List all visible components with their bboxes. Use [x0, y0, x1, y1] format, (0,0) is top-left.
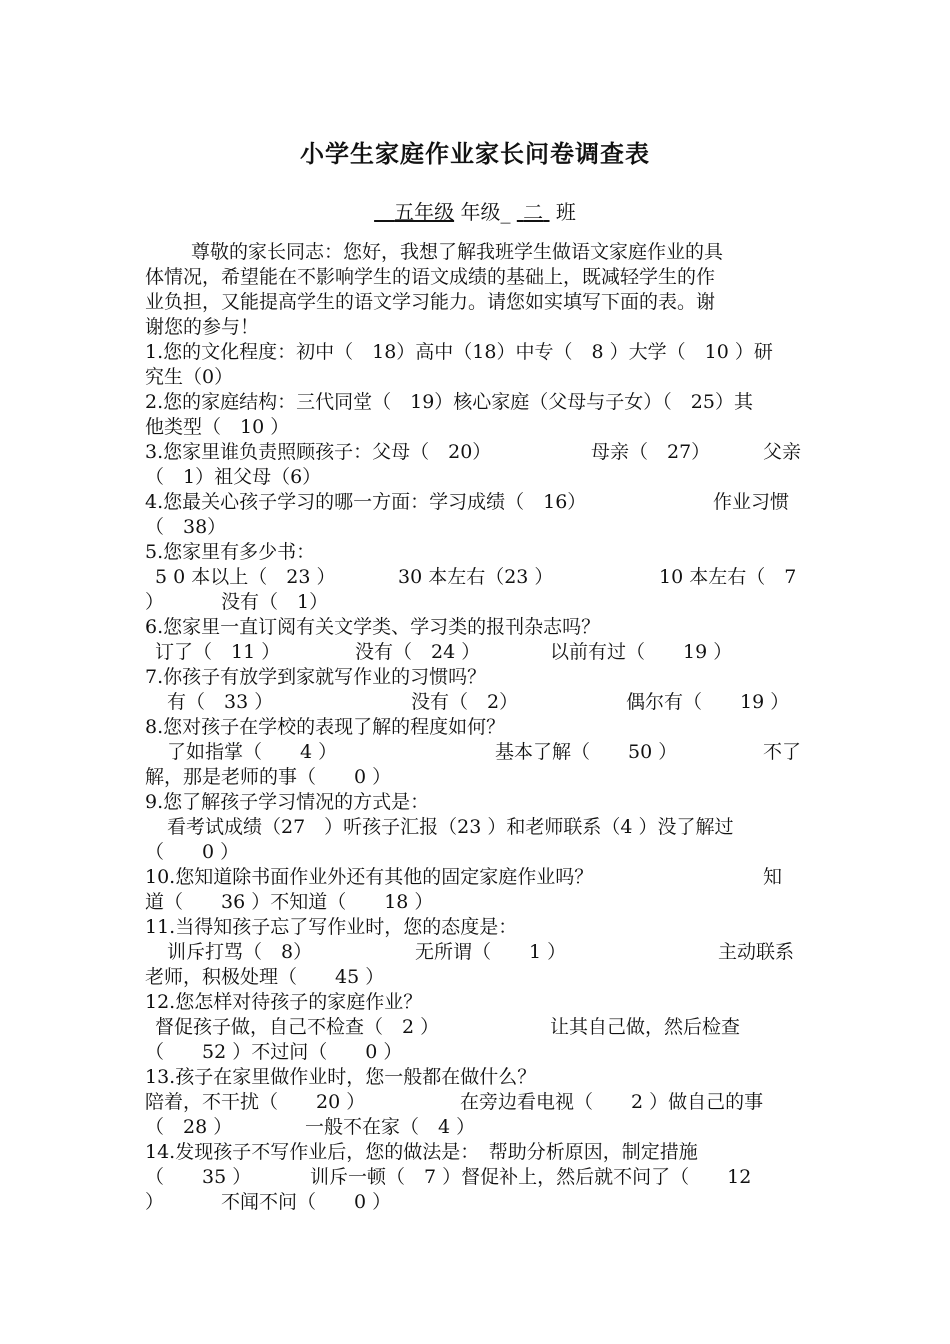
- question-8-options: 了如指掌（ 4 ） 基本了解（ 50 ） 不了: [167, 741, 802, 763]
- question-14-cont: （ 35 ） 训斥一顿（ 7 ）督促补上，然后就不问了（ 12: [145, 1166, 752, 1188]
- question-13-options: 陪着，不干扰（ 20 ） 在旁边看电视（ 2 ）做自己的事: [145, 1091, 764, 1113]
- question-1-cont: 究生（0）: [145, 366, 234, 388]
- question-11-cont: 老师，积极处理（ 45 ）: [145, 966, 385, 988]
- question-8-cont: 解，那是老师的事（ 0 ）: [145, 766, 392, 788]
- class-info: [0, 196, 950, 225]
- question-13-cont: （ 28 ） 一般不在家（ 4 ）: [145, 1116, 476, 1138]
- question-12-options: 督促孩子做，自己不检查（ 2 ） 让其自己做，然后检查: [155, 1016, 741, 1038]
- class-value: 二: [523, 200, 544, 224]
- question-10-cont: 道（ 36 ）不知道（ 18 ）: [145, 891, 434, 913]
- question-13: 13.孩子在家里做作业时，您一般都在做什么？: [145, 1066, 537, 1088]
- question-1: 1.您的文化程度：初中（ 18）高中（18）中专（ 8 ）大学（ 10 ）研: [145, 341, 773, 363]
- question-2-cont: 他类型（ 10 ）: [145, 416, 290, 438]
- document-title: 小学生家庭作业家长问卷调查表: [300, 139, 650, 168]
- question-4-cont: （ 38）: [145, 516, 227, 538]
- intro-line: 谢您的参与！: [145, 316, 260, 338]
- question-9-options: 看考试成绩（27 ）听孩子汇报（23 ）和老师联系（4 ）没了解过: [167, 816, 734, 838]
- intro-line: 业负担，又能提高学生的语文学习能力。请您如实填写下面的表。谢: [145, 291, 716, 313]
- question-7-options: 有（ 33 ） 没有（ 2） 偶尔有（ 19 ）: [167, 691, 790, 713]
- question-8: 8.您对孩子在学校的表现了解的程度如何？: [145, 716, 506, 738]
- question-12-cont: （ 52 ）不过问（ 0 ）: [145, 1041, 403, 1063]
- question-11-options: 训斥打骂（ 8） 无所谓（ 1 ） 主动联系: [167, 941, 795, 963]
- question-5-options: 5 0 本以上（ 23 ） 30 本左右（23 ） 10 本左右（ 7: [155, 566, 797, 588]
- questionnaire-body: [145, 240, 810, 1215]
- question-4: 4.您最关心孩子学习的哪一方面：学习成绩（ 16） 作业习惯: [145, 491, 790, 513]
- question-5: 5.您家里有多少书：: [145, 541, 316, 563]
- question-14: 14.发现孩子不写作业后，您的做法是： 帮助分析原因，制定措施: [145, 1141, 698, 1163]
- question-3: 3.您家里谁负责照顾孩子：父母（ 20） 母亲（ 27） 父亲: [145, 441, 802, 463]
- grade-value: 五年级: [394, 200, 455, 224]
- question-9: 9.您了解孩子学习情况的方式是：: [145, 791, 430, 813]
- question-10: 10.您知道除书面作业外还有其他的固定家庭作业吗？ 知: [145, 866, 783, 888]
- question-6-options: 订了（ 11 ） 没有（ 24 ） 以前有过（ 19 ）: [155, 641, 733, 663]
- question-3-cont: （ 1）祖父母（6）: [145, 466, 322, 488]
- question-9-cont: （ 0 ）: [145, 841, 240, 863]
- grade-word: 年级_: [460, 200, 511, 224]
- intro-line: 体情况，希望能在不影响学生的语文成绩的基础上，既减轻学生的作: [145, 266, 716, 288]
- question-6: 6.您家里一直订阅有关文学类、学习类的报刊杂志吗？: [145, 616, 601, 638]
- class-word: 班: [555, 200, 576, 224]
- intro-line: 尊敬的家长同志：您好，我想了解我班学生做语文家庭作业的具: [191, 241, 724, 263]
- question-14-cont2: ） 不闻不问（ 0 ）: [145, 1191, 392, 1213]
- question-5-cont: ） 没有（ 1）: [145, 591, 329, 613]
- question-7: 7.你孩子有放学到家就写作业的习惯吗？: [145, 666, 487, 688]
- question-2: 2.您的家庭结构：三代同堂（ 19）核心家庭（父母与子女）（ 25）其: [145, 391, 753, 413]
- question-12: 12.您怎样对待孩子的家庭作业？: [145, 991, 423, 1013]
- question-11: 11.当得知孩子忘了写作业时，您的态度是：: [145, 916, 518, 938]
